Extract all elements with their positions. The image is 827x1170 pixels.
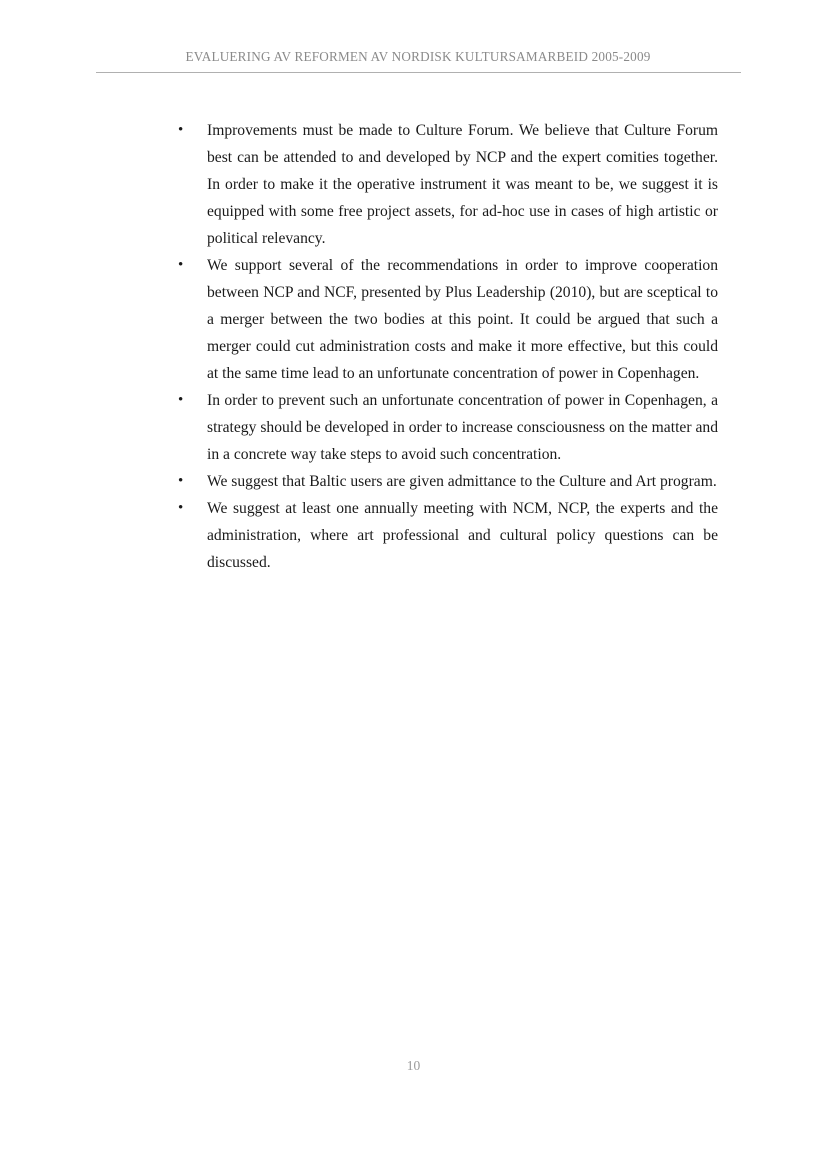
list-item-text: We suggest at least one annually meeting with NCM, NCP, the experts and the administration, where art professional and cultural policy questions can be discussed. (207, 500, 718, 571)
running-header: EVALUERING AV REFORMEN AV NORDISK KULTURSAMARBEID 2005-2009 (185, 49, 651, 64)
bullet-icon: • (178, 500, 184, 516)
bullet-icon: • (178, 392, 184, 408)
list-item (178, 387, 718, 468)
list-item-text: In order to prevent such an unfortunate concentration of power in Copenhagen, a strategy should be developed in order to increase consciousness on the matter and in a concrete way take steps to avoid such concentration. (207, 392, 718, 463)
bullet-icon: • (178, 257, 184, 273)
list-item-text: We support several of the recommendations in order to improve cooperation between NCP and NCF, presented by Plus Leadership (2010), but are sceptical to a merger between the two bodies at this point. It could be argued that such a merger could cut administration costs and make it more effective, but this could at the same time lead to an unfortunate concentration of power in Copenhagen. (207, 257, 718, 382)
list-item (178, 252, 718, 387)
list-item-text: Improvements must be made to Culture Forum. We believe that Culture Forum best can be attended to and developed by NCP and the expert comities together. In order to make it the operative instrument it was meant to be, we suggest it is equipped with some free project assets, for ad-hoc use in cases of high artistic or political relevancy. (207, 122, 718, 247)
list-item-text: We suggest that Baltic users are given admittance to the Culture and Art program. (207, 473, 717, 490)
bullet-icon: • (178, 122, 184, 138)
list-item (178, 495, 718, 576)
recommendations-list (178, 117, 718, 576)
list-item (178, 117, 718, 252)
page-number: 10 (406, 1058, 421, 1073)
header-divider (96, 72, 741, 73)
list-item (178, 468, 718, 495)
bullet-icon: • (178, 473, 184, 489)
